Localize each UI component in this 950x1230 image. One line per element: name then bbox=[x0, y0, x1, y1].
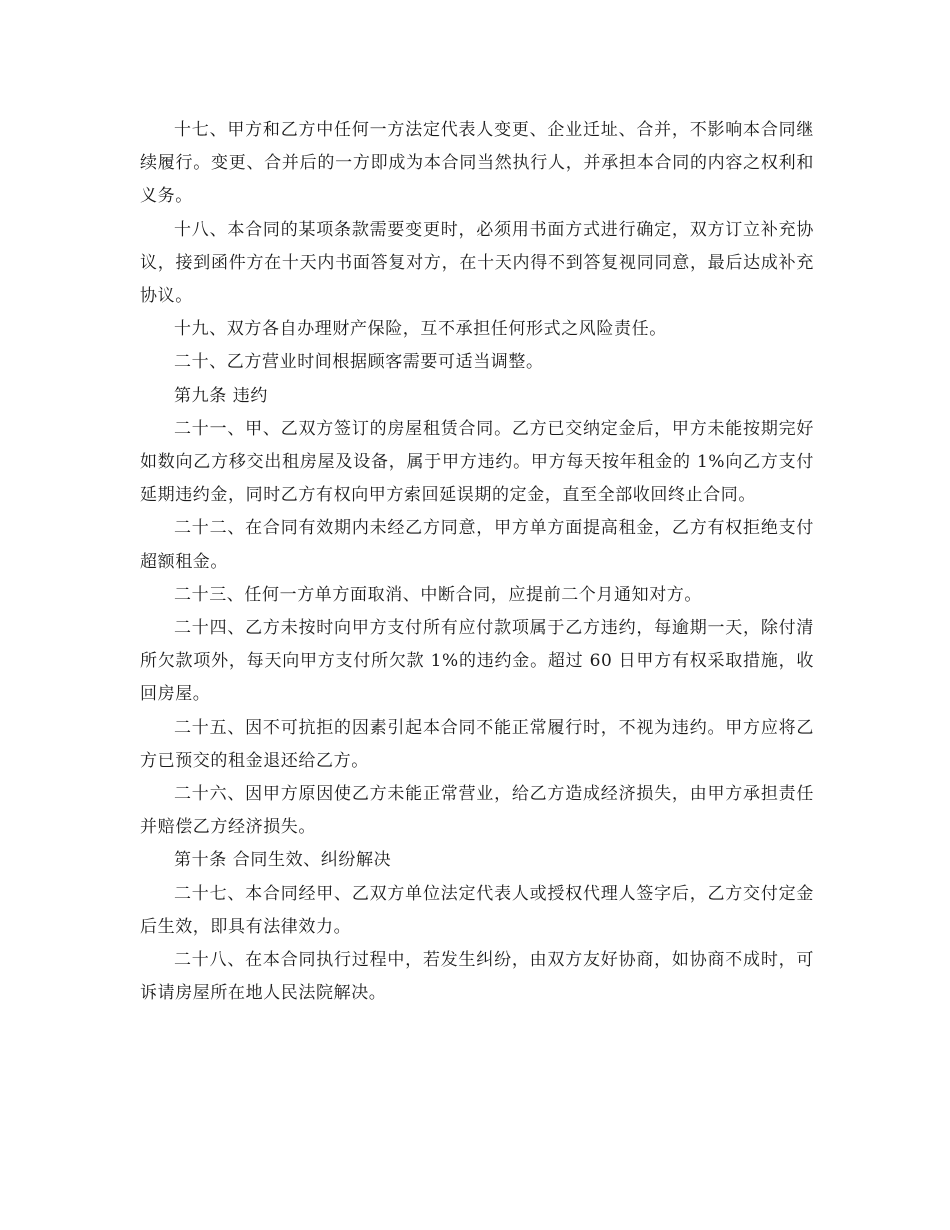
clause-20: 二十、乙方营业时间根据顾客需要可适当调整。 bbox=[174, 352, 544, 373]
clause-17: 十七、甲方和乙方中任何一方法定代表人变更、企业迁址、合并，不影响本合同继续履行。变更、合并后的一方即成为本合同当然执行人，并承担本合同的内容之权利和义务。 bbox=[140, 120, 814, 207]
clause-28: 二十八、在本合同执行过程中，若发生纠纷，由双方友好协商，如协商不成时，可诉请房屋所在地人民法院解决。 bbox=[140, 950, 814, 1004]
clause-18: 十八、本合同的某项条款需要变更时，必须用书面方式进行确定，双方订立补充协议，接到函件方在十天内书面答复对方，在十天内得不到答复视同同意，最后达成补充协议。 bbox=[140, 219, 814, 307]
clause-22: 二十二、在合同有效期内未经乙方同意，甲方单方面提高租金，乙方有权拒绝支付超额租金。 bbox=[140, 518, 814, 572]
clause-19: 十九、双方各自办理财产保险，互不承担任何形式之风险责任。 bbox=[174, 319, 667, 340]
clause-26: 二十六、因甲方原因使乙方未能正常营业，给乙方造成经济损失，由甲方承担责任并赔偿乙方经济损失。 bbox=[140, 784, 814, 838]
clause-25: 二十五、因不可抗拒的因素引起本合同不能正常履行时，不视为违约。甲方应将乙方已预交的租金退还给乙方。 bbox=[140, 717, 814, 771]
clause-21: 二十一、甲、乙双方签订的房屋租赁合同。乙方已交纳定金后，甲方未能按期完好如数向乙方移交出租房屋及设备，属于甲方违约。甲方每天按年租金的 1%向乙方支付延期违约金，同时乙方有权向甲方索回延误期的定金，直至全部收回终止合同。 bbox=[140, 418, 814, 506]
clause-27: 二十七、本合同经甲、乙双方单位法定代表人或授权代理人签字后，乙方交付定金后生效，即具有法律效力。 bbox=[140, 883, 814, 937]
contract-body bbox=[140, 114, 814, 1010]
clause-23: 二十三、任何一方单方面取消、中断合同，应提前二个月通知对方。 bbox=[174, 584, 702, 605]
clause-24: 二十四、乙方未按时向甲方支付所有应付款项属于乙方违约，每逾期一天，除付清所欠款项外，每天向甲方支付所欠款 1%的违约金。超过 60 日甲方有权采取措施，收回房屋。 bbox=[140, 618, 814, 705]
article-9-heading: 第九条 违约 bbox=[174, 385, 269, 406]
article-10-heading: 第十条 合同生效、纠纷解决 bbox=[174, 850, 392, 871]
